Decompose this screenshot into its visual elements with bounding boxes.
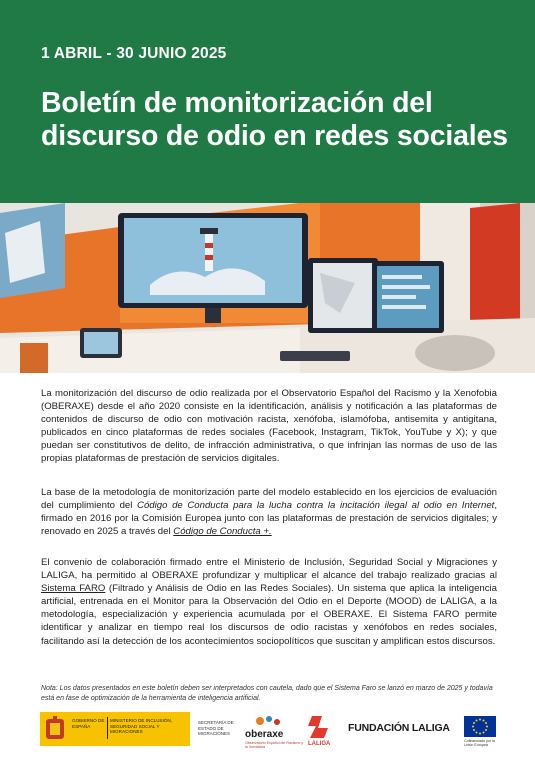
- laliga-mark-icon: [308, 714, 334, 740]
- code-of-conduct-title: Código de Conducta para la lucha contra la incitación ilegal al odio en Internet: [137, 500, 495, 512]
- gobierno-logo: [40, 712, 190, 746]
- logo-bar: [0, 712, 535, 752]
- header-banner: [0, 0, 535, 203]
- ministerio-text: MINISTERIO DE INCLUSIÓN, SEGURIDAD SOCIAL Y MIGRACIONES: [110, 718, 173, 734]
- oberaxe-mark-icon: [253, 714, 283, 728]
- secretaria-text: SECRETARÍA DE ESTADO DE MIGRACIONES: [198, 720, 234, 736]
- gob-divider: [107, 717, 108, 739]
- oberaxe-logo: [245, 714, 304, 749]
- methodology-text-b: , firmado en 2016 por la Comisión Europea junto con las plataformas de prestación de servicios digitales; y renovado en 2025 a través del: [41, 500, 498, 538]
- bulletin-title: Boletín de monitorización del discurso de odio en redes sociales: [41, 87, 508, 152]
- hero-illustration: [0, 203, 535, 373]
- laliga-logo: [308, 714, 336, 750]
- eu-text: Cofinanciado por la Unión Europea: [464, 739, 495, 748]
- bulletin-date: 1 ABRIL - 30 JUNIO 2025: [41, 45, 227, 62]
- oberaxe-name: oberaxe: [245, 729, 284, 740]
- gobierno-text: GOBIERNO DE ESPAÑA: [72, 718, 105, 729]
- agreement-paragraph: [41, 556, 497, 648]
- methodology-paragraph: [41, 486, 497, 538]
- coat-of-arms-icon: [44, 716, 66, 742]
- sistema-faro-link[interactable]: Sistema FARO: [41, 583, 106, 595]
- agreement-text-a: El convenio de colaboración firmado entre el Ministerio de Inclusión, Seguridad Social y Migraciones y LALIGA, ha permitido al OBERAXE profundizar y multiplicar el alcance del trabajo realizado gracias al: [41, 557, 497, 582]
- laliga-text: LALIGA: [308, 741, 331, 747]
- code-of-conduct-plus-link[interactable]: Código de Conducta +.: [173, 526, 272, 538]
- oberaxe-subtitle: Observatorio Español del Racismo y la Xenofobia: [245, 741, 304, 749]
- footnote: Nota: Los datos presentados en este boletín deben ser interpretados con cautela, dado que el Sistema Faro se lanzó en marzo de 2025 y todavía está en fase de optimización de la herramienta de inteligencia artificial.: [41, 685, 493, 702]
- fundacion-laliga-logo: FUNDACIÓN LALIGA: [348, 722, 450, 734]
- intro-paragraph: La monitorización del discurso de odio realizada por el Observatorio Español del Racismo y la Xenofobia (OBERAXE) desde el año 2020 consiste en la identificación, análisis y notificación a las plataformas de contenidos de discurso de odio con motivación racista, xenófoba, islamófoba, antisemita y antigitana, publicados en cinco plataformas de redes sociales (Facebook, Instagram, TikTok, YouTube y X); y que puedan ser constitutivos de delito, de infracción administrativa, o que infrinjan las normas de uso de las propias plataformas de prestación de servicios digitales.: [41, 388, 497, 465]
- methodology-text-a: La base de la metodología de monitorización parte del modelo establecido en los ejercicios de evaluación del cumplimiento del: [41, 487, 497, 512]
- eu-flag-icon: [464, 716, 496, 737]
- agreement-text-b: (Filtrado y Análisis de Odio en las Redes Sociales). Un sistema que aplica la inteligencia artificial, entrenada en el Monitor para la Observación del Odio en el Deporte (MOOD) de LALIGA, a la metodología, especialización y experiencia acumulada por el OBERAXE. El Sistema FARO permite identificar y analizar en tiempo real los discursos de odio racistas y xenófobos en redes sociales, facilitando así la detección de los acontecimientos sociopolíticos que suscitan y amplifican estos discursos.: [41, 583, 498, 647]
- eu-logo: [464, 716, 498, 750]
